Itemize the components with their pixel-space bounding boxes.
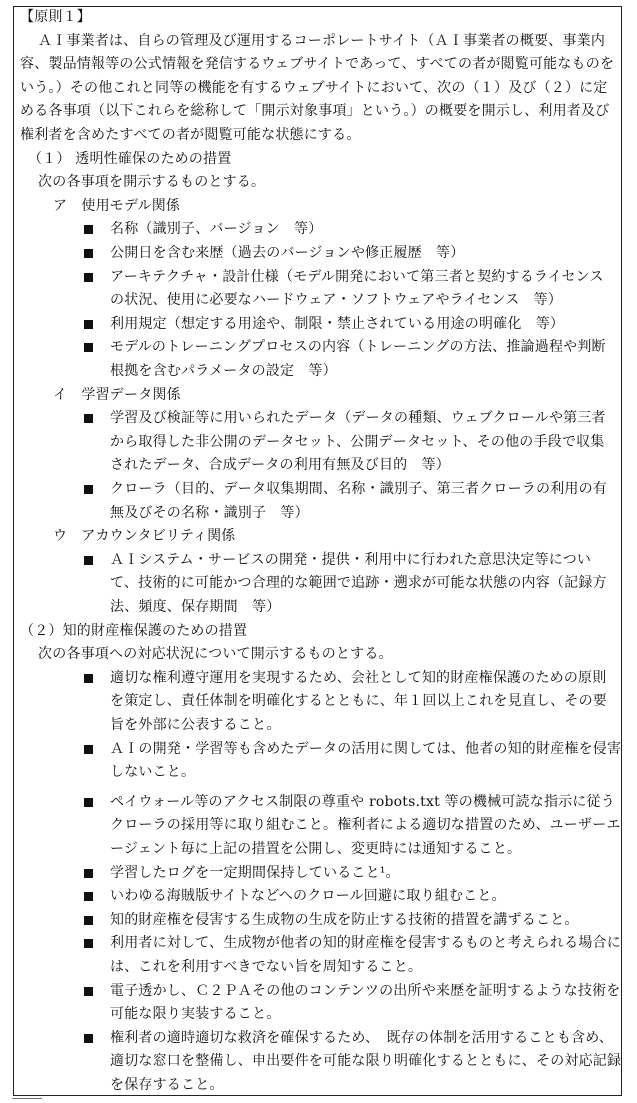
list-item-line: 学習したログを一定期間保持していること¹。 (110, 864, 400, 881)
list-item-line: 適切な窓口を整備し、申出要件を可能な限り明確化するとともに、その対応記録 (110, 1053, 622, 1070)
intro-paragraph-line: める各事項（以下これらを総称して「開示対象事項」という。）の概要を開示し、利用者及び (20, 103, 610, 120)
subsection-u-title: ウ アカウンタビリティ関係 (53, 528, 236, 545)
bullet-marker (84, 273, 93, 282)
list-item-line: クローラ（目的、データ収集期間、名称・識別子、第三者クローラの利用の有 (110, 481, 607, 497)
list-item-line: 電子透かし、Ｃ２ＰＡその他のコンテンツの出所や来歴を証明するような技術を (110, 982, 621, 999)
list-item-line: 名称（識別子、バージョン 等） (110, 221, 323, 238)
footnote-separator (12, 1098, 42, 1103)
bullet-marker (84, 556, 93, 565)
section-1-title: （１） 透明性確保のための措置 (28, 150, 232, 167)
list-item-line: の状況、使用に必要なハードウェア・ソフトウェアやライセンス 等） (110, 292, 563, 309)
bullet-marker (84, 869, 93, 878)
list-item-line: を保存すること。 (110, 1077, 224, 1093)
intro-paragraph-line: 権利者を含めたすべての者が閲覧可能な状態にする。 (20, 127, 361, 143)
bullet-marker (84, 916, 93, 925)
list-item-line: アーキテクチャ・設計仕様（モデル開発において第三者と契約するライセンス (110, 268, 604, 285)
bullet-marker (84, 320, 93, 329)
bullet-marker (84, 892, 93, 901)
list-item-line: 利用規定（想定する用途や、制限・禁止されている用途の明確化 等） (110, 315, 565, 332)
bullet-marker (84, 1034, 93, 1043)
list-item-line: クローラの採用等に取り組むこと。権利者による適切な措置のため、ユーザーエ (110, 817, 621, 834)
list-item-line: を策定し、責任体制を明確化するとともに、年１回以上これを見直し、その要 (110, 693, 607, 710)
bullet-marker (84, 414, 93, 423)
list-item-line: モデルのトレーニングプロセスの内容（トレーニングの方法、推論過程や判断 (110, 339, 606, 356)
bullet-marker (84, 798, 93, 807)
bullet-marker (84, 987, 93, 996)
list-item-line: 適切な権利遵守運用を実現するため、会社として知的財産権保護のための原則 (110, 669, 607, 686)
list-item-line: 旨を外部に公表すること。 (110, 717, 281, 733)
section-2-lead: 次の各事項への対応状況について開示するものとする。 (38, 646, 393, 663)
intro-paragraph-line: いう。）その他これと同等の機能を有するウェブサイトにおいて、次の（１）及び（２）に定 (20, 79, 608, 96)
list-item-line: しないこと。 (110, 764, 196, 781)
list-item-line: ージェント毎に上記の措置を公開し、変更時には通知すること。 (110, 841, 522, 857)
intro-paragraph-line: ＡＩ事業者は、自らの管理及び運用するコーポレートサイト（ＡＩ事業者の概要、事業内 (38, 32, 606, 49)
subsection-a-title: ア 使用モデル関係 (53, 197, 181, 214)
subsection-i-title: イ 学習データ関係 (53, 386, 181, 403)
list-item-line: 学習及び検証等に用いられたデータ（データの種類、ウェブクロールや第三者 (110, 410, 606, 427)
list-item-line: て、技術的に可能かつ合理的な範囲で追跡・遡求が可能な状態の内容（記録方 (110, 575, 607, 592)
bullet-marker (84, 745, 93, 754)
bullet-marker (84, 249, 93, 258)
principle-heading: 【原則１】 (20, 9, 91, 25)
list-item-line: は、これを利用すべきでない旨を周知すること。 (110, 959, 423, 975)
list-item-line: 利用者に対して、生成物が他者の知的財産権を侵害するものと考えられる場合に (110, 935, 621, 952)
list-item-line: 公開日を含む来歴（過去のバージョンや修正履歴 等） (110, 245, 465, 261)
list-item-line: 可能な限り実装すること。 (110, 1006, 281, 1023)
section-1-lead: 次の各事項を開示するものとする。 (38, 174, 266, 191)
intro-paragraph-line: 容、製品情報等の公式情報を発信するウェブサイトであって、すべての者が閲覧可能なものを (20, 56, 615, 73)
bullet-marker (84, 225, 93, 234)
list-item-line: 権利者の適時適切な救済を確保するため、 既存の体制を活用することも含め、 (110, 1029, 614, 1046)
list-item-line: ＡＩの開発・学習等も含めたデータの活用に関しては、他者の知的財産権を侵害 (110, 740, 622, 757)
bullet-marker (84, 343, 93, 352)
bullet-marker (84, 939, 93, 948)
list-item-line: から取得した非公開のデータセット、公開データセット、その他の手段で収集 (110, 433, 605, 450)
list-item-line: ＡＩシステム・サービスの開発・提供・利用中に行われた意思決定等につい (110, 551, 592, 568)
list-item-line: 法、頻度、保存期間 等） (110, 599, 281, 615)
section-2-title: （２）知的財産権保護のための措置 (20, 622, 248, 639)
bullet-marker (84, 674, 93, 683)
list-item-line: 根拠を含むパラメータの設定 等） (110, 363, 337, 379)
list-item-line: 無及びその名称・識別子 等） (110, 504, 309, 521)
list-item-line: いわゆる海賊版サイトなどへのクロール回避に取り組むこと。 (110, 888, 506, 905)
list-item-line: 知的財産権を侵害する生成物の生成を防止する技術的措置を講ずること。 (110, 911, 579, 928)
list-item-line: されたデータ、合成データの利用有無及び目的 等） (110, 457, 450, 474)
list-item-line: ペイウォール等のアクセス制限の尊重や robots.txt 等の機械可読な指示に従う (110, 793, 615, 810)
bullet-marker (84, 485, 93, 494)
